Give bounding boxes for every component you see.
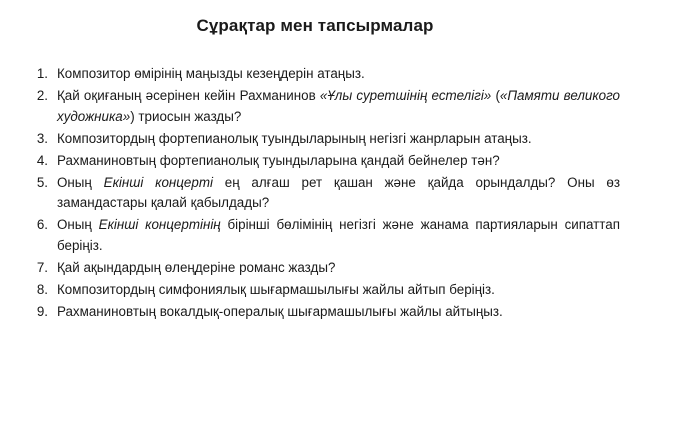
- question-item: [28, 86, 620, 127]
- question-item: [28, 151, 620, 172]
- question-text: Композитордың фортепианолық туындыларының негізгі жанрларын атаңыз.: [57, 130, 532, 146]
- question-text-italic: «Памяти великого художника»: [57, 88, 620, 124]
- question-item: [28, 173, 620, 214]
- question-number: 3.: [36, 130, 48, 146]
- question-text: Рахманиновтың фортепианолық туындыларына қандай бейнелер тән?: [57, 152, 500, 168]
- question-item: [28, 64, 620, 85]
- question-number: 1.: [36, 66, 48, 81]
- question-text: ең алғаш рет қашан және қайда орындалды? Оны өз замандастары қалай қабылдады?: [57, 174, 620, 210]
- question-text: Қай ақындардың өлеңдеріне романс жазды?: [57, 259, 336, 275]
- question-text: Оның: [57, 217, 99, 232]
- question-text: Композитор өмірінің маңызды кезеңдерін атаңыз.: [57, 66, 365, 81]
- page-title: Сұрақтар мен тапсырмалар: [196, 16, 434, 35]
- question-number: 2.: [36, 88, 48, 103]
- question-number: 5.: [36, 174, 48, 190]
- question-number: 7.: [36, 259, 48, 275]
- question-text: бірінші бөлімінің негізгі және жанама партияларын сипаттап беріңіз.: [57, 217, 620, 253]
- question-item: [28, 129, 620, 150]
- question-text-italic: Екінші концертінің: [98, 217, 221, 232]
- question-list: [28, 64, 620, 324]
- question-text: Оның: [57, 174, 104, 190]
- question-number: 4.: [36, 152, 48, 168]
- question-text-italic: Екінші концерті: [103, 174, 213, 190]
- question-text: (: [491, 88, 500, 103]
- question-number: 8.: [36, 281, 48, 297]
- question-number: 9.: [36, 303, 48, 319]
- question-text: Рахманиновтың вокалдық-опералық шығармашылығы жайлы айтыңыз.: [57, 303, 503, 319]
- question-item: [28, 280, 620, 301]
- question-number: 6.: [36, 217, 48, 232]
- question-item: [28, 302, 620, 323]
- question-item: [28, 215, 620, 256]
- question-text-italic: «Ұлы суретшінің естелігі»: [319, 88, 492, 103]
- question-text: Қай оқиғаның әсерінен кейін Рахманинов: [57, 88, 320, 103]
- question-text: Композитордың симфониялық шығармашылығы жайлы айтып беріңіз.: [57, 281, 495, 297]
- question-text: ) триосын жазды?: [130, 108, 242, 124]
- question-item: [28, 258, 620, 279]
